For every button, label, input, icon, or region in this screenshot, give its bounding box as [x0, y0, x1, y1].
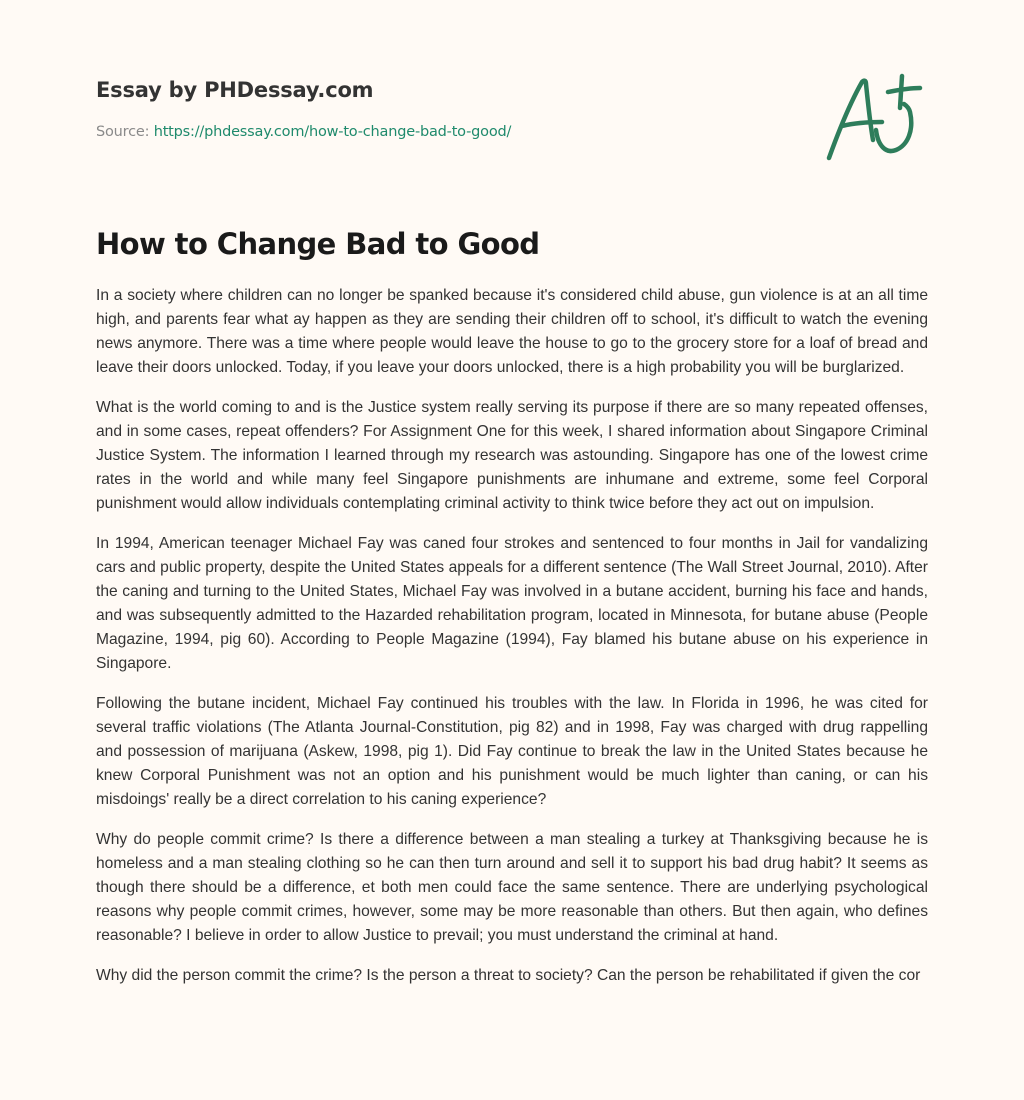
paragraph: Why did the person commit the crime? Is the person a threat to society? Can the person be rehabilitated if given the cor — [96, 967, 921, 984]
article-body — [96, 284, 928, 1004]
paragraph: In 1994, American teenager Michael Fay was caned four strokes and sentenced to four months in Jail for vandalizing cars and public property, despite the United States appeals for a different sentence (The Wall Street Journal, 2010). After the caning and turning to the United States, Michael Fay was involved in a butane accident, burning his face and hands, and was subsequently admitted to the Hazarded rehabilitation program, located in Minnesota, for butane abuse (People Magazine, 1994, pig 60). According to People Magazine (1994), Fay blamed his butane abuse on his experience in Singapore. — [96, 535, 928, 672]
paragraph: Following the butane incident, Michael Fay continued his troubles with the law. In Florida in 1996, he was cited for several traffic violations (The Atlanta Journal-Constitution, pig 82) and in 1998, Fay was charged with drug rappelling and possession of marijuana (Askew, 1998, pig 1). Did Fay continue to break the law in the United States because he knew Corporal Punishment was not an option and his punishment would be much lighter than caning, or can his misdoings' really be a direct correlation to his caning experience? — [96, 695, 928, 808]
brand-title: Essay by PHDessay.com — [96, 78, 374, 102]
article-title: How to Change Bad to Good — [96, 227, 540, 261]
paragraph: What is the world coming to and is the Justice system really serving its purpose if there are so many repeated offenses, and in some cases, repeat offenders? For Assignment One for this week, I shared information about Singapore Criminal Justice System. The information I learned through my research was astounding. Singapore has one of the lowest crime rates in the world and while many feel Singapore punishments are inhumane and extreme, some feel Corporal punishment would allow individuals contemplating criminal activity to think twice before they act out on impulsion. — [96, 399, 928, 512]
source-line — [96, 124, 511, 140]
source-link[interactable]: https://phdessay.com/how-to-change-bad-to-good/ — [153, 124, 512, 140]
site-header — [96, 76, 928, 140]
a-plus-grade-icon — [820, 68, 930, 164]
paragraph: In a society where children can no longer be spanked because it's considered child abuse, gun violence is at an all time high, and parents fear what ay happen as they are sending their children off to school, it's difficult to watch the evening news anymore. There was a time where people would leave the house to go to the grocery store for a loaf of bread and leave their doors unlocked. Today, if you leave your doors unlocked, there is a high probability you will be burglarized. — [96, 287, 928, 376]
paragraph: Why do people commit crime? Is there a difference between a man stealing a turkey at Thanksgiving because he is homeless and a man stealing clothing so he can then turn around and sell it to support his bad drug habit? It seems as though there should be a difference, et both men could face the same sentence. There are underlying psychological reasons why people commit crimes, however, some may be more reasonable than others. But then again, who defines reasonable? I believe in order to allow Justice to prevail; you must understand the criminal at hand. — [96, 831, 928, 944]
source-label: Source: — [96, 124, 154, 140]
